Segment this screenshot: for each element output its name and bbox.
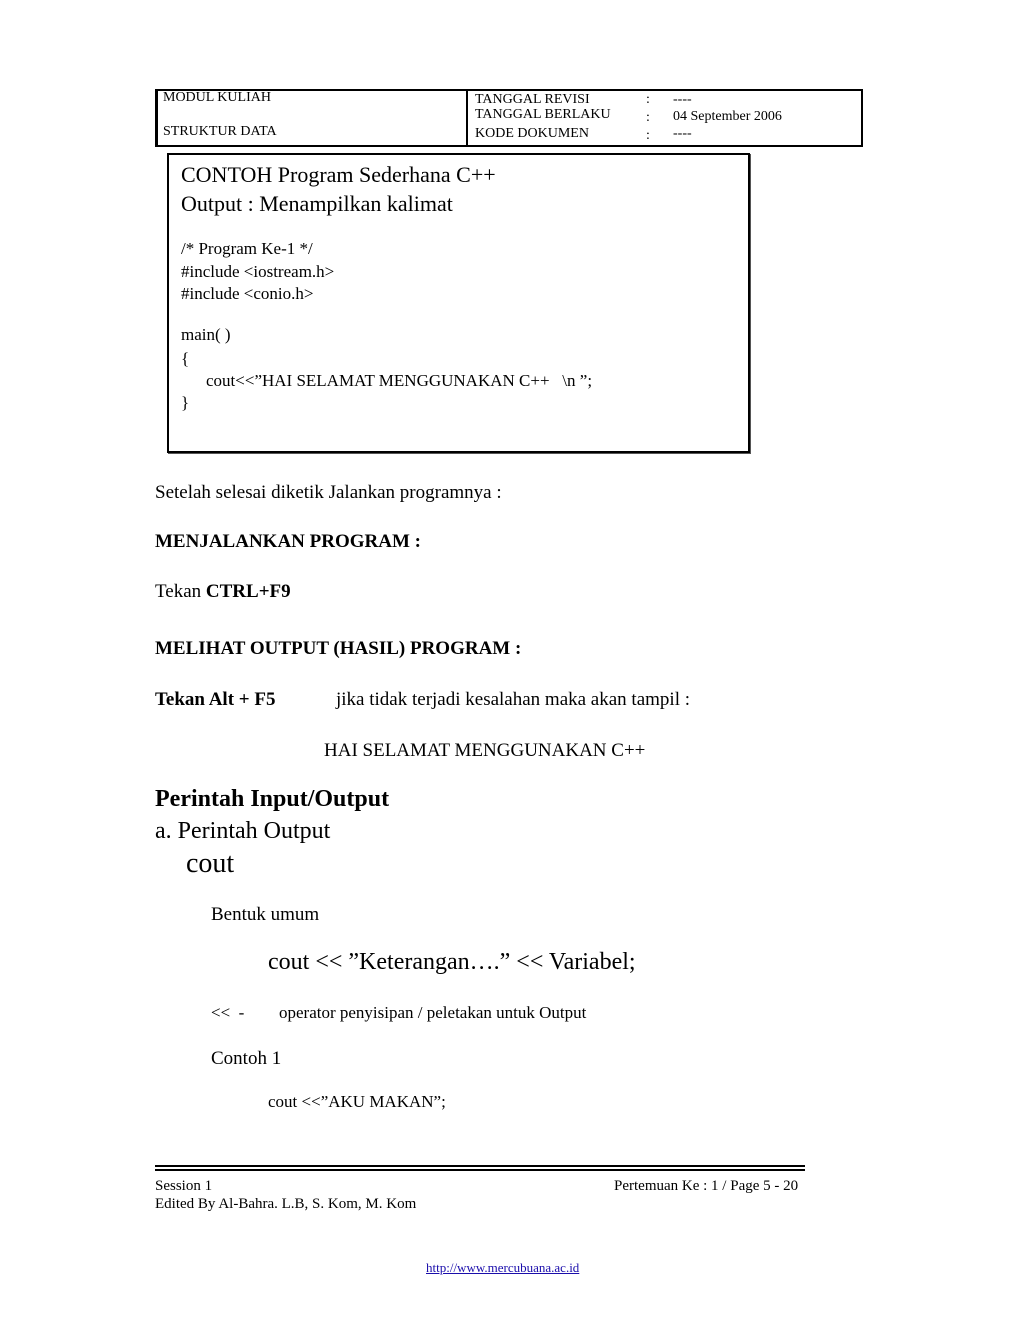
header-revision-label: TANGGAL REVISI xyxy=(475,92,590,107)
code-include-iostream: #include <iostream.h> xyxy=(181,262,335,281)
code-open-brace: { xyxy=(181,349,190,368)
header-effective-sep: : xyxy=(646,110,650,125)
program-output-line: HAI SELAMAT MENGGUNAKAN C++ xyxy=(324,740,646,761)
code-box-subtitle: Output : Menampilkan kalimat xyxy=(181,191,453,216)
footer-rule-bottom xyxy=(155,1169,805,1171)
footer-rule-top xyxy=(155,1165,805,1167)
header-module-label: MODUL KULIAH xyxy=(163,90,271,105)
header-doccode-sep: : xyxy=(646,128,650,143)
footer-page-number: Pertemuan Ke : 1 / Page 5 - 20 xyxy=(614,1178,799,1194)
header-revision-sep: : xyxy=(646,92,650,107)
header-subject-label: STRUKTUR DATA xyxy=(163,124,277,139)
footer-session: Session 1 xyxy=(155,1178,213,1194)
header-divider xyxy=(466,89,468,147)
footer-editor: Edited By Al-Bahra. L.B, S. Kom, M. Kom xyxy=(155,1196,417,1212)
general-form-syntax: cout << ”Keterangan….” << Variabel; xyxy=(268,949,636,975)
code-main-line: main( ) xyxy=(181,325,231,344)
code-include-conio: #include <conio.h> xyxy=(181,284,314,303)
example-code: cout <<”AKU MAKAN”; xyxy=(268,1092,446,1111)
header-revision-value: ---- xyxy=(673,92,692,107)
header-doccode-value: ---- xyxy=(673,126,692,141)
section-title: Perintah Input/Output xyxy=(155,786,390,812)
code-cout-line: cout<<”HAI SELAMAT MENGGUNAKAN C++ \n ”; xyxy=(206,371,593,390)
subsection-title: a. Perintah Output xyxy=(155,818,331,844)
view-output-heading: MELIHAT OUTPUT (HASIL) PROGRAM : xyxy=(155,638,522,659)
alt-key-combo: Tekan Alt + F5 xyxy=(155,689,276,710)
example-label: Contoh 1 xyxy=(211,1048,282,1069)
header-effective-value: 04 September 2006 xyxy=(673,109,782,124)
operator-symbol: << - xyxy=(211,1003,245,1022)
press-key-prefix: Tekan xyxy=(155,581,206,602)
code-box-title: CONTOH Program Sederhana C++ xyxy=(181,162,496,187)
cout-keyword: cout xyxy=(186,848,235,879)
code-comment-line: /* Program Ke-1 */ xyxy=(181,239,313,258)
general-form-label: Bentuk umum xyxy=(211,904,320,925)
alt-key-description: jika tidak terjadi kesalahan maka akan tampil : xyxy=(336,689,691,710)
header-doccode-label: KODE DOKUMEN xyxy=(475,126,589,141)
run-program-heading: MENJALANKAN PROGRAM : xyxy=(155,531,421,552)
code-close-brace: } xyxy=(181,393,190,412)
header-effective-label: TANGGAL BERLAKU xyxy=(475,107,611,122)
operator-description: operator penyisipan / peletakan untuk Output xyxy=(279,1003,587,1022)
footer-website-link[interactable]: http://www.mercubuana.ac.id xyxy=(426,1260,580,1275)
run-instruction-text: Setelah selesai diketik Jalankan programnya : xyxy=(155,482,502,503)
press-key-combo: CTRL+F9 xyxy=(205,581,291,602)
press-key-line xyxy=(155,581,291,603)
